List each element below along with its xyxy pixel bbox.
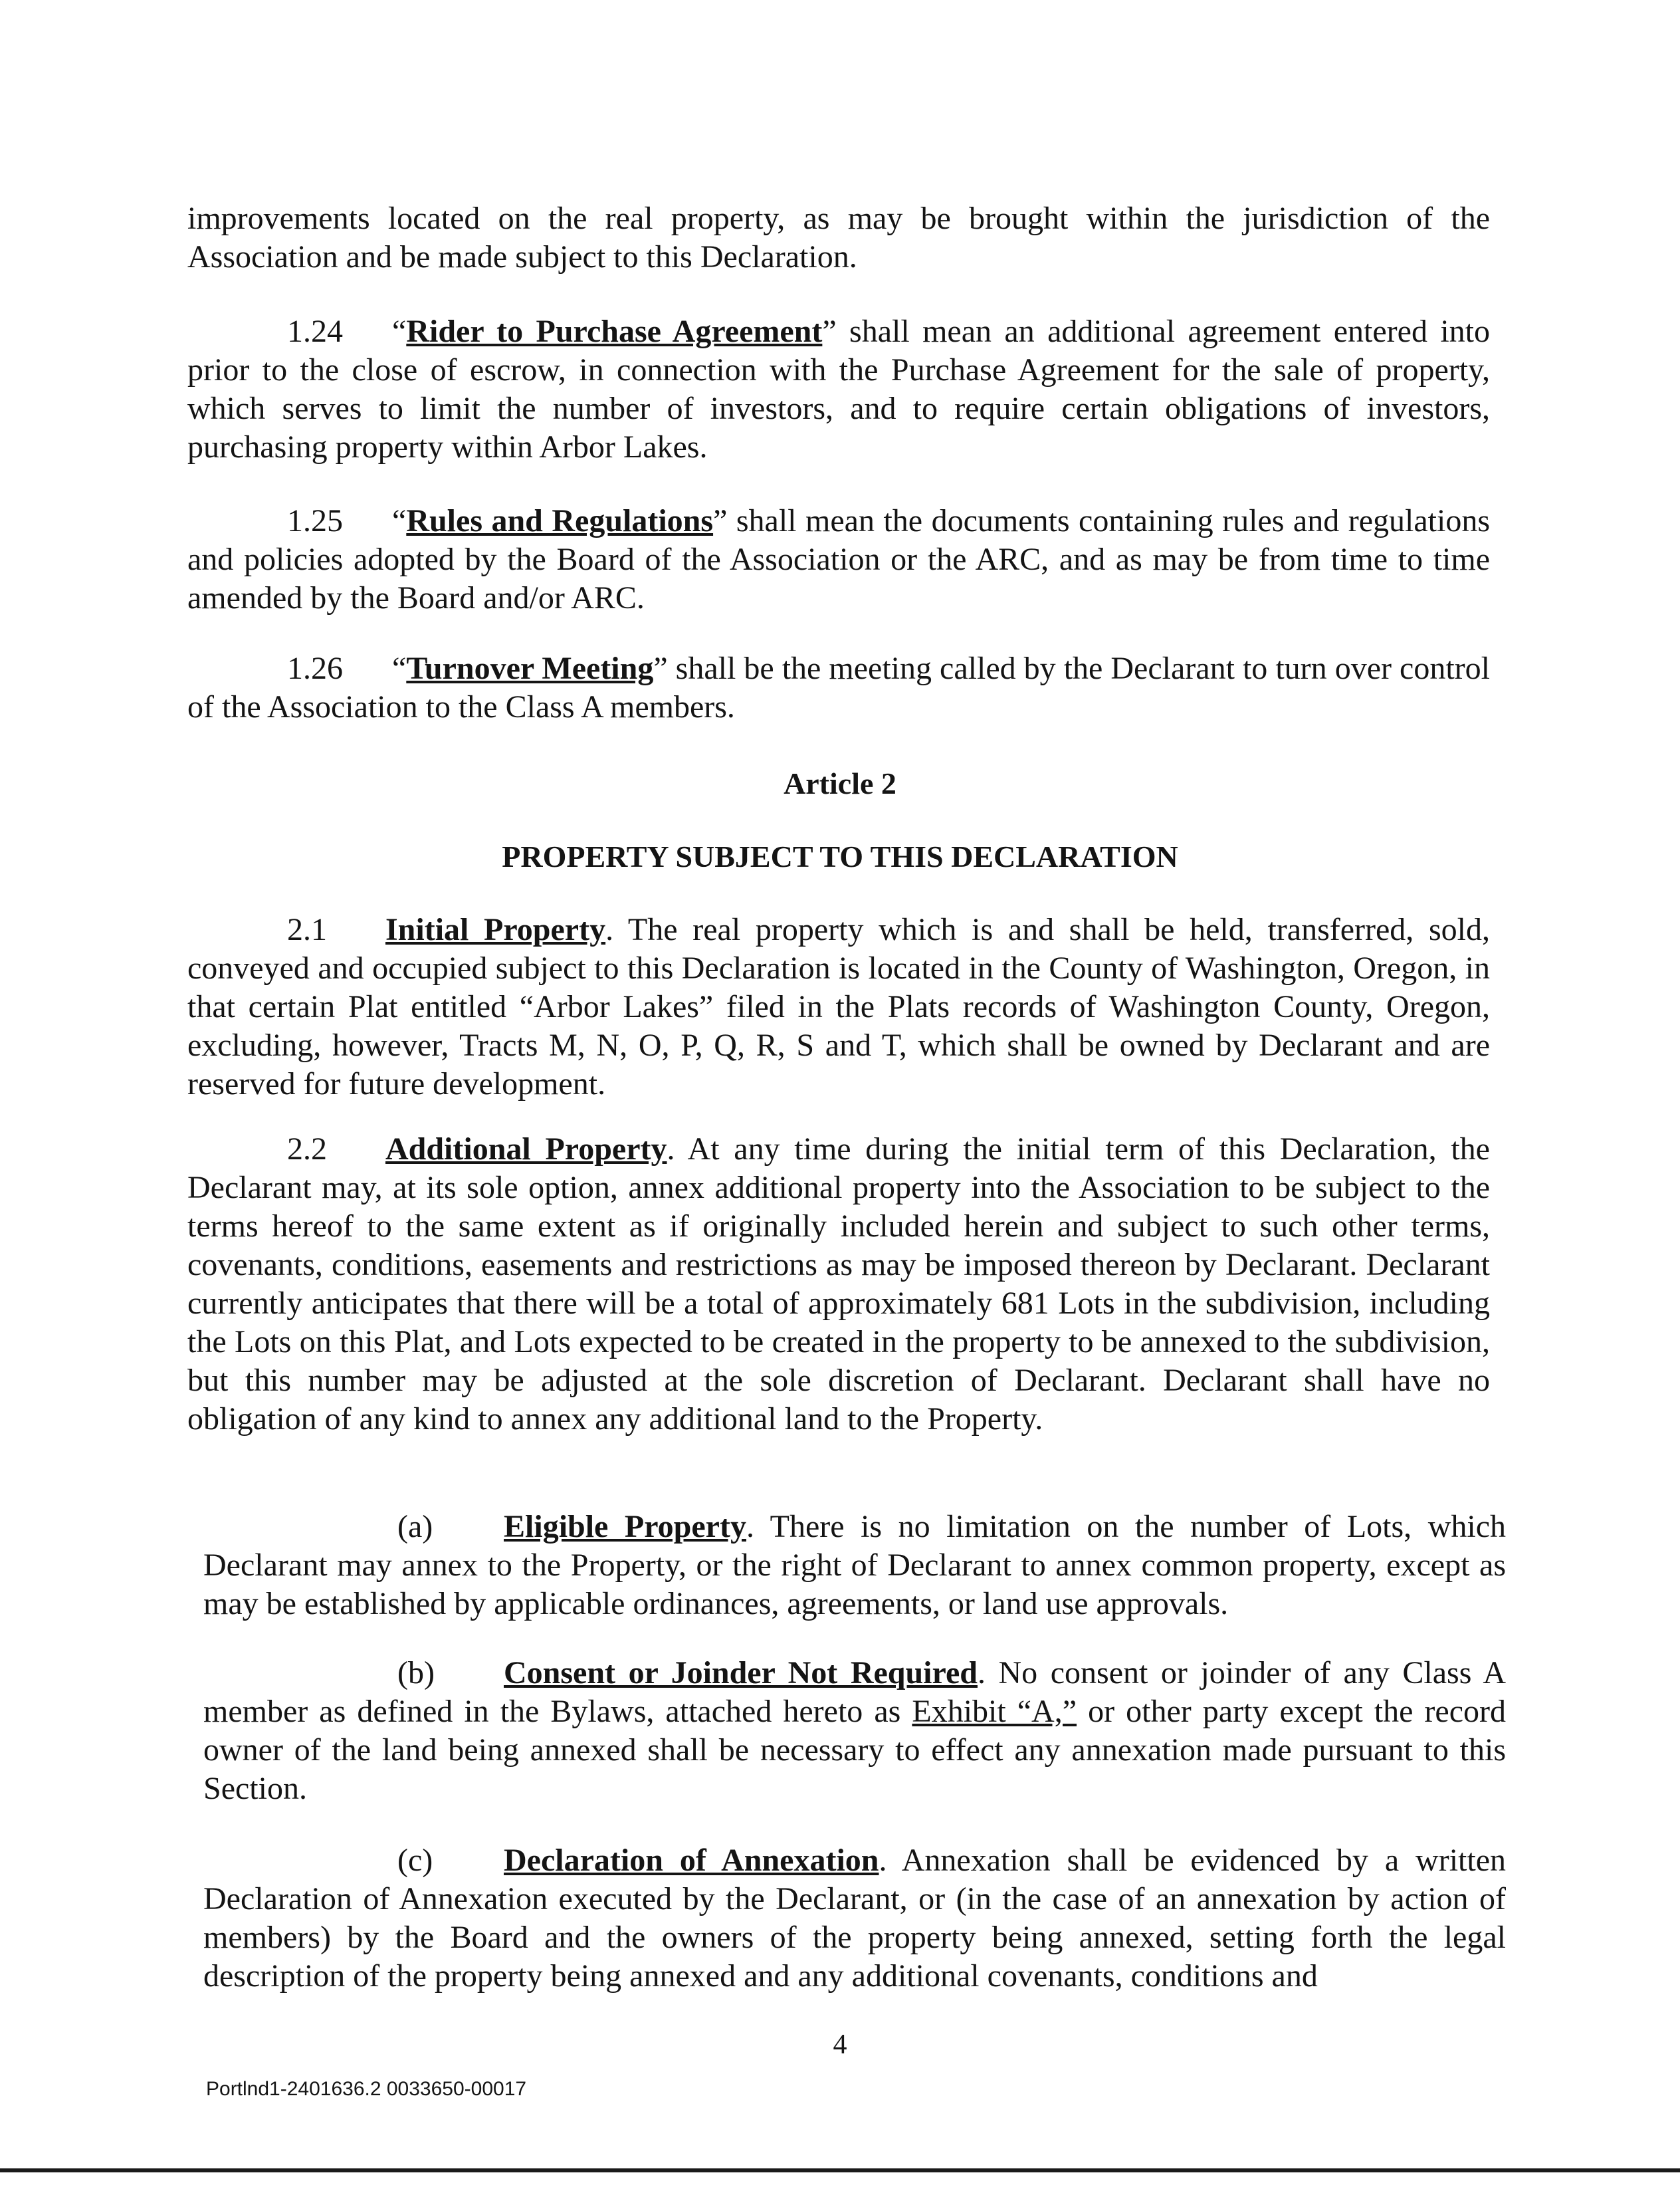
definition-number: 1.26	[287, 651, 343, 686]
definition-number: 1.25	[287, 503, 343, 538]
subsection-term: Consent or Joinder Not Required	[504, 1655, 978, 1690]
article-label: Article 2	[784, 766, 896, 800]
section-number: 2.2	[287, 1131, 327, 1167]
subsection-term: Declaration of Annexation	[504, 1843, 879, 1878]
section-text: . The real property which is and shall be held, transferred, sold, conveyed and occupied subject to this Declaration is located in the County of Washington, Oregon, in that certain Plat entitled “Arbor Lakes” filed in the Plats records of Washington County, Oregon, excluding, however, Tracts M, N, O, P, Q, R, S and T, which shall be owned by Declarant and are reserved for future development.	[187, 912, 1491, 1101]
exhibit-a-link[interactable]: Exhibit “A,”	[912, 1694, 1077, 1729]
subsection-a	[203, 1508, 1506, 1623]
definition-text: ” shall be the meeting called by the Declarant to turn over control of the Association to the Class A members.	[187, 651, 1490, 725]
continuation-paragraph	[187, 199, 1490, 277]
definition-term: Rider to Purchase Agreement	[406, 314, 823, 349]
section-text: . At any time during the initial term of this Declaration, the Declarant may, at its sole option, annex additional property into the Association to be subject to the terms hereof to the same extent as if originally included herein and subject to such other terms, covenants, conditions, easements and restrictions as may be imposed thereon by Declarant. Declarant currently anticipates that there will be a total of approximately 681 Lots in the subdivision, including the Lots on this Plat, and Lots expected to be created in the property to be annexed to the subdivision, but this number may be adjusted at the sole discretion of Declarant. Declarant shall have no obligation of any kind to annex any additional land to the Property.	[187, 1131, 1490, 1437]
subsection-c	[203, 1841, 1506, 1996]
definition-text: ” shall mean the documents containing rules and regulations and policies adopted by the Board of the Association or the ARC, and as may be from time to time amended by the Board and/or ARC.	[187, 503, 1491, 616]
section-term: Initial Property	[385, 912, 606, 947]
subsection-text: . There is no limitation on the number of Lots, which Declarant may annex to the Property, or the right of Declarant to annex common property, except as may be established by applicable ordinances, agreements, or land use approvals.	[203, 1509, 1507, 1621]
definition-number: 1.24	[287, 314, 343, 349]
definition-1-24: 1.24 “Rider to Purchase Agreement” shall mean an additional agreement entered into prior to the close of escrow, in connection with the Purchase Agreement for the sale of property, which serves to limit the number of investors, and to require certain obligations of investors, purchasing property within Arbor Lakes.	[187, 314, 1490, 465]
subsection-text: . No consent or joinder of any Class A member as defined in the Bylaws, attached hereto as	[203, 1655, 1506, 1729]
subsection-text-after: or other party except the record owner of the land being annexed shall be necessary to effect any annexation made pursuant to this Section.	[203, 1694, 1507, 1806]
subsection-number: (b)	[397, 1655, 435, 1690]
section-2-1	[187, 911, 1490, 1103]
section-term: Additional Property	[385, 1131, 667, 1167]
subsection-term: Eligible Property	[504, 1509, 746, 1544]
subsection-text: . Annexation shall be evidenced by a written Declaration of Annexation executed by the Declarant, or (in the case of an annexation by action of members) by the Board and the owners of the property being annexed, setting forth the legal description of the property being annexed and any additional covenants, conditions and	[203, 1843, 1507, 1994]
definition-text: ” shall mean an additional agreement entered into prior to the close of escrow, in connection with the Purchase Agreement for the sale of property, which serves to limit the number of investors, and to require certain obligations of investors, purchasing property within Arbor Lakes.	[187, 314, 1490, 465]
section-number: 2.1	[287, 912, 327, 947]
definition-term: Turnover Meeting	[406, 651, 654, 686]
subsection-number: (c)	[397, 1843, 433, 1878]
subsection-number: (a)	[397, 1509, 433, 1544]
scan-edge-divider	[0, 2168, 1680, 2172]
page-number: 4	[833, 2029, 847, 2060]
definition-term: Rules and Regulations	[406, 503, 714, 538]
continuation-text: improvements located on the real property, as may be brought within the jurisdiction of the Association and be made subject to this Declaration.	[187, 201, 1490, 275]
document-footer-id: Portlnd1-2401636.2 0033650-00017	[206, 2078, 527, 2100]
definition-1-26: 1.26 “Turnover Meeting” shall be the meeting called by the Declarant to turn over control of the Association to the Class A members.	[187, 651, 1490, 725]
article-title: PROPERTY SUBJECT TO THIS DECLARATION	[502, 840, 1178, 873]
subsection-b	[203, 1654, 1506, 1808]
definition-1-25: 1.25 “Rules and Regulations” shall mean the documents containing rules and regulations and policies adopted by the Board of the Association or the ARC, and as may be from time to time amended by the Board and/or ARC.	[187, 503, 1491, 616]
section-2-2	[187, 1130, 1490, 1439]
